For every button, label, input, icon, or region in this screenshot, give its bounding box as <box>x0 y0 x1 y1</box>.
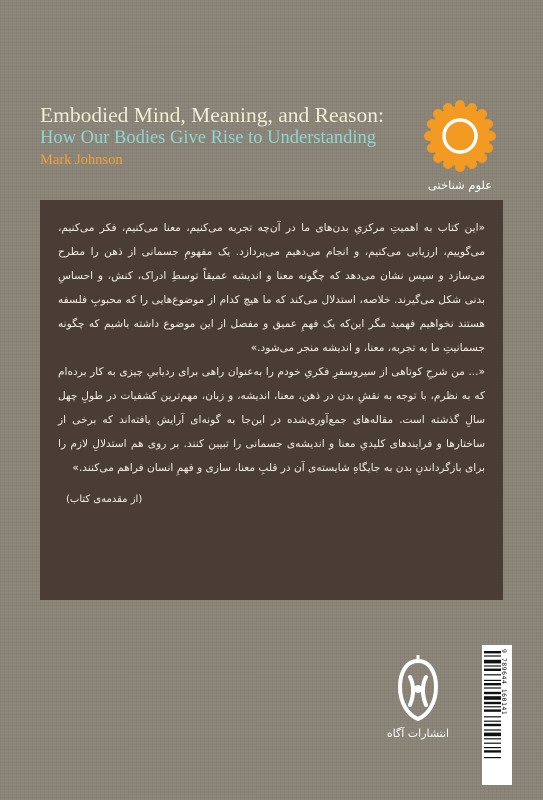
isbn-barcode <box>482 645 512 785</box>
blurb-box <box>40 200 503 600</box>
barcode-bar <box>484 702 501 704</box>
series-sun-logo-icon <box>421 97 499 175</box>
blurb-paragraph: «... من شرحِ کوتاهی از سیروسفرِ فکریِ خودم را به‌عنوان راهی برای ردیابیِ چیزی به کار برده‌ام که به نظرم، با توجه به نقشِ بدن در ذهن، معنا، اندیشه، و زبان، مهم‌ترین کشفیات در طولِ چهل سالِ گذشته است. مقاله‌های جمع‌آوری‌شده در این‌جا به گونه‌ای آرایش یافته‌اند که برخی از ساختارها و فرایندهای کلیدیِ معنا و اندیشه‌ی جسمانی را تبیین کنند. بر روی هم استدلالِ لازم را برای بازگرداندنِ بدن به جایگاهِ شایسته‌ی آن در قلبِ معنا، سازی و فهمِ انسان فراهم می‌کنند.» <box>58 366 485 474</box>
barcode-bar <box>484 721 501 722</box>
barcode-bar <box>484 665 501 666</box>
barcode-bar <box>484 738 501 739</box>
barcode-bar <box>484 743 501 744</box>
publisher-logo-icon <box>392 655 444 725</box>
barcode-bar <box>484 660 501 664</box>
book-title: Embodied Mind, Meaning, and Reason: <box>40 103 384 127</box>
title-block <box>40 104 420 169</box>
barcode-bar <box>484 716 501 717</box>
barcode-bar <box>484 692 501 694</box>
barcode-bar <box>484 706 501 707</box>
barcode-bar <box>484 724 501 726</box>
blurb-paragraph: «این کتاب به اهمیتِ مرکزیِ بدن‌های ما در آن‌چه تجربه می‌کنیم، معنا می‌کنیم، فکر می‌کنیم، می‌گوییم، ارزیابی می‌کنیم، و انجام می‌دهیم می‌پردازد. یک مفهومِ جسمانی از ذهن را مطرح می‌سازد و سپس نشان می‌دهد که چگونه معنا و اندیشه عمیقاً توسطِ ادراک، کنش، و احساسِ بدنی شکل می‌گیرند. خلاصه، استدلال می‌کند که ما هیچ کدام از موضوع‌هایی را که محبوبِ فلسفه هستند نخواهیم فهمید مگر این‌که یک فهمِ عمیق و مفصل از این موضوع داشته باشیم که چگونه جسمانیتِ ما به تجربه، معنا، و اندیشه منجر می‌شود.» <box>58 222 485 354</box>
publisher-name: انتشارات آگاه <box>386 727 450 740</box>
barcode-bar <box>484 696 501 700</box>
barcode-bar <box>484 709 501 711</box>
barcode-bar <box>484 687 501 688</box>
book-subtitle: How Our Bodies Give Rise to Understanding <box>40 128 377 148</box>
barcode-bar <box>484 680 501 681</box>
author-name: Mark Johnson <box>40 152 123 168</box>
barcode-bar <box>484 747 501 748</box>
barcode-bar <box>484 750 501 752</box>
barcode-bar <box>484 683 501 685</box>
barcode-bar <box>484 757 501 758</box>
barcode-bar <box>484 733 501 737</box>
barcode-bar <box>484 669 501 671</box>
blurb-source: (از مقدمه‌ی کتاب) <box>66 494 143 505</box>
isbn-digits: 9 789644 160141 <box>500 649 508 716</box>
barcode-bar <box>484 651 501 653</box>
barcode-bar <box>484 674 501 675</box>
series-label: علوم شناختی <box>427 178 493 192</box>
barcode-bar <box>484 729 501 730</box>
barcode-bar <box>484 655 501 656</box>
